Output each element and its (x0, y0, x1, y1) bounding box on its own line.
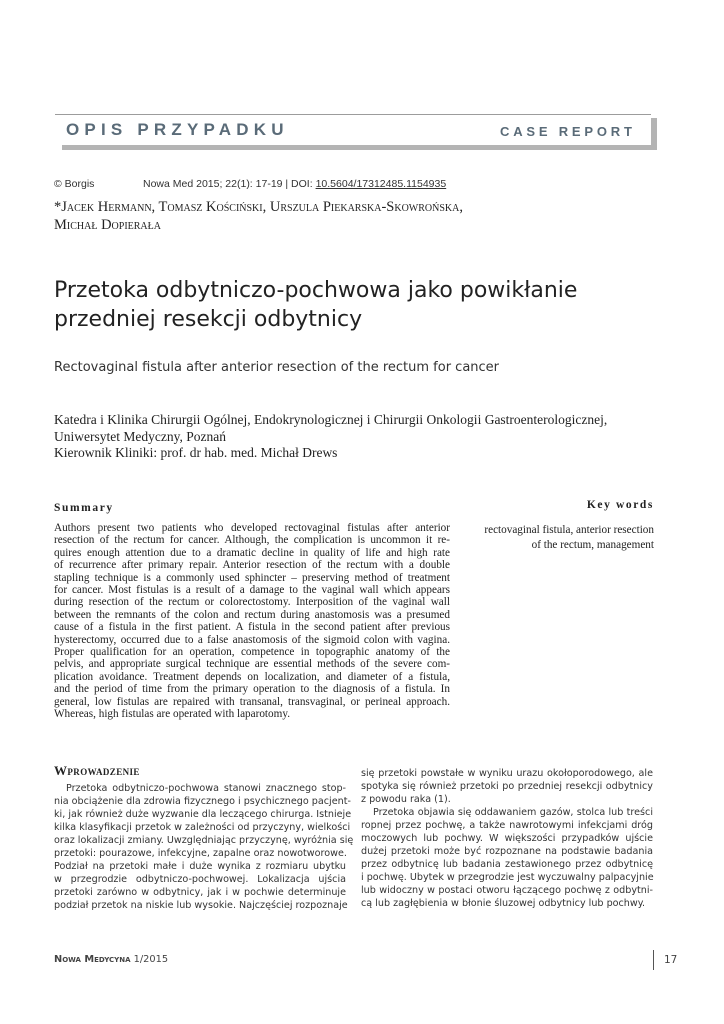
summary-line: during resection of the rectum or colorectostomy. Interposition of the vaginal wall (54, 596, 450, 609)
summary-line: plication avoidance. Treatment depends on localization, and diameter of a fistula, (54, 670, 450, 683)
body-line: Przetoka objawia się oddawaniem gazów, stolca lub treści (373, 807, 653, 818)
authors-line: *Jacek Hermann, Tomasz Kościński, Urszula Piekarska-Skowrońska, (54, 199, 463, 215)
body-line: w przegrodzie odbytniczo-pochwowej. Lokalizacja ujścia (54, 874, 346, 885)
summary-line: general, low fistulas are repaired with transanal, transvaginal, or perineal approach. (54, 695, 450, 708)
summary-line: and the period of time from the primary operation to the diagnosis of a fistula. In (54, 683, 450, 696)
authors (54, 198, 574, 234)
body-line: przez odbytnicę lub badania zestawionego przez odbytnicę (361, 859, 653, 870)
body-line: i pochwę. Ubytek w przegrodzie jest wyczuwalny palpacyjnie (361, 872, 654, 883)
body-line: lub widoczny w postaci otworu łączącego pochwę z odbytni- (361, 885, 653, 896)
summary-line: Whereas, high fistulas are operated with laparotomy. (54, 708, 290, 720)
body-line: ki, jak również duże wyzwanie dla leczącego chirurga. Istnieje (54, 809, 352, 820)
keywords-heading: Key words (586, 499, 654, 511)
summary-line: between the remnants of the colon and rectum during anastomosis was a presumed (54, 608, 450, 621)
body-line: cą lub zagłębienia w błonie śluzowej odbytnicy lub pochwy. (361, 898, 646, 909)
keywords-line: rectovaginal fistula, anterior resection (484, 524, 654, 536)
keywords-line: of the rectum, management (531, 539, 654, 551)
body-line: z powodu raka (1). (361, 794, 451, 805)
summary-line: quires enough attention due to a dramatic decline in quality of life and high rate (54, 546, 450, 559)
affiliation-line: Kierownik Kliniki: prof. dr hab. med. Michał Drews (54, 445, 338, 460)
body-line: moczowych lub pochwy. W większości przypadków ujście (361, 833, 653, 844)
summary-line: Proper qualification for an operation, competence in topographic anatomy of the (54, 646, 450, 658)
body-line: Przetoka odbytniczo-pochwowa stanowi znacznego stop- (66, 783, 346, 794)
authors-line: Michał Dopierała (54, 217, 161, 233)
footer-journal (54, 954, 168, 965)
body-line: podział przetok na niskie lub wysokie. Najczęściej rozpoznaje (54, 900, 348, 911)
body-line: spotyka się również przetoki po przedniej resekcji odbytnicy (361, 781, 653, 792)
body-line: ropnej przez pochwę, a także nawrotowymi infekcjami dróg (361, 820, 653, 831)
summary-line: Authors present two patients who developed rectovaginal fistulas after anterior (54, 522, 450, 534)
body-line: się przetoki powstałe w wyniku urazu okołoporodowego, ale (361, 768, 653, 779)
body-line: przetoki zarówno w odbytnicy, jak i w pochwie determinuje (54, 887, 346, 898)
summary-line: stapling technique is a commonly used sphincter – preserving method of treatment (54, 571, 450, 584)
citation-text: Nowa Med 2015; 22(1): 17-19 | DOI: (143, 178, 316, 190)
affiliation (54, 412, 674, 462)
summary-line: hysterectomy, occurred due to a false anastomosis of the sigmoid colon with vagina. (54, 633, 450, 646)
section-label: OPIS PRZYPADKU (66, 120, 289, 139)
article-subtitle: Rectovaginal fistula after anterior resection of the rectum for cancer (54, 360, 500, 375)
footer-divider (653, 950, 654, 970)
article-title (54, 276, 674, 334)
summary-line: pelvis, and appropriate surgical technique are essential methods of the severe com- (54, 658, 450, 671)
summary-line: of recurrence after primary repair. Anterior resection of the rectum with a double (54, 559, 450, 572)
section-heading: Wprowadzenie (54, 763, 140, 778)
body-line: przetoki: pourazowe, infekcyjne, zapalne oraz nowotworowe. (54, 848, 347, 859)
section-label-en: CASE REPORT (500, 124, 636, 139)
citation (143, 178, 446, 190)
body-line: dużej przetoki może być rozpoznane na podstawie badania (361, 846, 653, 857)
publisher: © Borgis (54, 178, 95, 190)
summary-line: cause of a fistula in the first patient. A fistula in the second patient after previous (54, 621, 450, 634)
affiliation-line: Uniwersytet Medyczny, Poznań (54, 428, 226, 444)
journal-name: Nowa Medycyna (54, 954, 131, 965)
summary-heading: Summary (54, 502, 114, 514)
body-line: nia obciążenie dla zdrowia fizycznego i psychicznego pacjent- (54, 796, 351, 807)
body-line: kilka klasyfikacji przetok w zależności od przyczyny, wielkości (54, 822, 351, 833)
title-line: Przetoka odbytniczo-pochwowa jako powikłanie (54, 278, 578, 303)
title-line: przedniej resekcji odbytnicy (54, 307, 363, 332)
journal-issue: 1/2015 (130, 954, 169, 965)
doi-link[interactable]: 10.5604/17312485.1154935 (315, 178, 447, 190)
body-line: Podział na przetoki małe i duże wynika z rozmiaru ubytku (54, 861, 346, 872)
summary-line: for cancer. Most fistulas is a result of a damage to the vaginal wall which appears (54, 584, 450, 596)
summary-line: resection of the rectum for cancer. Although, the complication is uncommon it re- (54, 534, 450, 547)
body-line: oraz lokalizacji zmiany. Uwzględniając przyczynę, wyróżnia się (54, 835, 354, 846)
affiliation-line: Katedra i Klinika Chirurgii Ogólnej, Endokrynologicznej i Chirurgii Onkologii Gastroenterologicznej, (54, 412, 608, 427)
page-number: 17 (664, 954, 678, 966)
